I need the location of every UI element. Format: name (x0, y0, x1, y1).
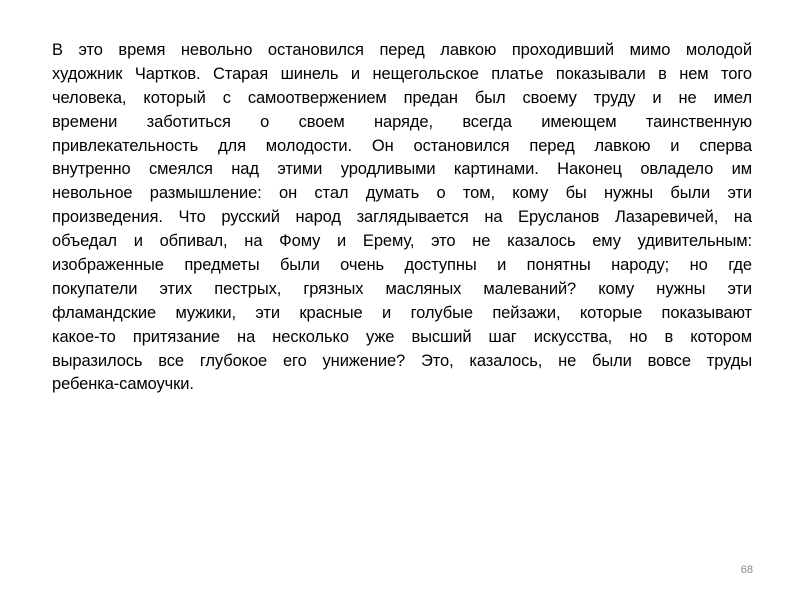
text-line: произведения. Что русский народ заглядывается на Ерусланов Лазаревичей, на (52, 208, 752, 227)
text-line: фламандские мужики, эти красные и голубые пейзажи, которые показывают (52, 303, 752, 322)
text-line: выразилось все глубокое его унижение? Это, казалось, не были вовсе труды (52, 351, 752, 370)
text-line: покупатели этих пестрых, грязных масляных малеваний? кому нужны эти (52, 279, 752, 298)
text-line: внутренно смеялся над этими уродливыми картинами. Наконец овладело им (52, 160, 752, 179)
text-line: времени заботиться о своем наряде, всегда имеющем таинственную (52, 112, 752, 131)
text-line: художник Чартков. Старая шинель и нещегольское платье показывали в нем того (52, 64, 752, 83)
page-number: 68 (740, 564, 753, 576)
text-line: какое-то притязание на несколько уже высший шаг искусства, но в котором (52, 327, 752, 346)
text-line: невольное размышление: он стал думать о том, кому бы нужны были эти (52, 184, 752, 203)
text-line: привлекательность для молодости. Он остановился перед лавкою и сперва (52, 136, 752, 155)
text-line: человека, который с самоотвержением предан был своему труду и не имел (52, 88, 752, 107)
text-line: изображенные предметы были очень доступны и понятны народу; но где (52, 256, 752, 275)
text-line: ребенка-самоучки. (52, 375, 194, 394)
body-text (52, 39, 752, 397)
text-line: В это время невольно остановился перед лавкою проходивший мимо молодой (52, 41, 752, 59)
text-line: объедал и обпивал, на Фому и Ерему, это не казалось ему удивительным: (52, 232, 752, 251)
